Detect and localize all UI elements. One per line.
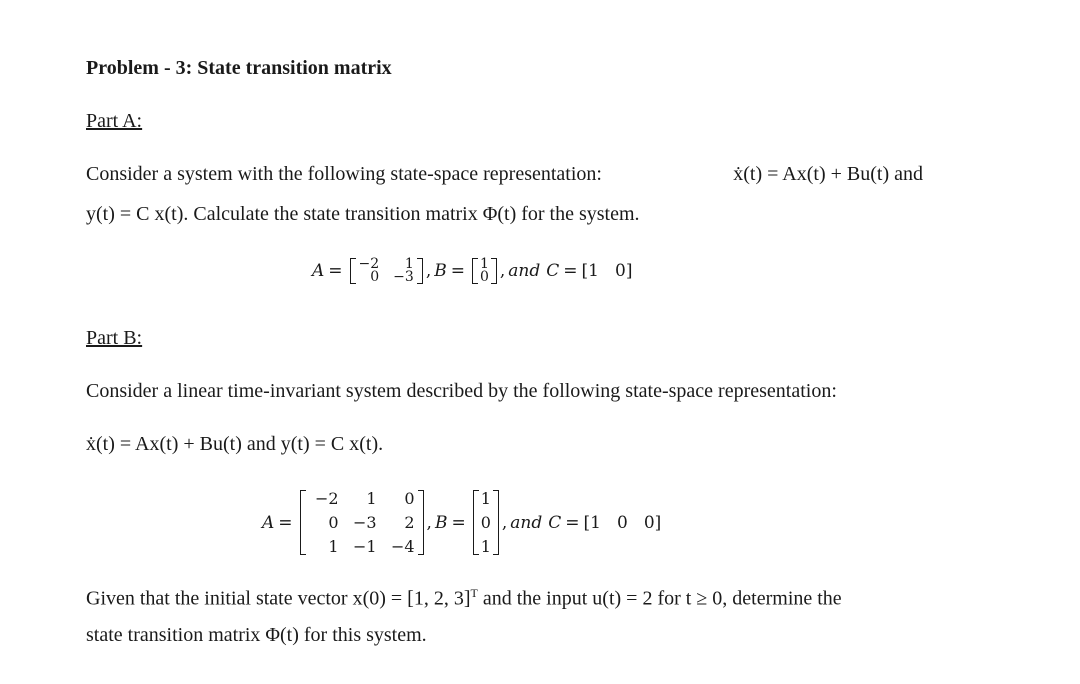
right-bracket — [417, 258, 423, 284]
transpose-superscript: T — [470, 586, 478, 600]
problem-title: Problem - 3: State transition matrix — [86, 57, 392, 79]
matrix-cell: 0 — [370, 269, 380, 285]
part-a-matrix-a — [350, 258, 423, 284]
part-b-text-line-3 — [86, 586, 842, 611]
part-a-equation — [312, 250, 632, 292]
part-b-text-line-1: Consider a linear time-invariant system described by the following state-space representation: — [86, 380, 837, 402]
right-bracket — [493, 490, 499, 555]
and-word: and — [508, 261, 541, 281]
part-a-text-line-1-a: Consider a system with the following state-space representation: — [86, 163, 602, 185]
part-b-vector-c: [1 0 0] — [583, 512, 662, 533]
part-a-text-line-1 — [86, 163, 923, 186]
vector-cell: 0 — [616, 512, 628, 533]
equals-sign: = — [563, 261, 578, 281]
part-b-c-symbol: C — [548, 512, 562, 533]
part-a-vector-c: [1 0] — [581, 261, 633, 281]
matrix-cell: −3 — [393, 269, 414, 285]
matrix-cell: 0 — [404, 489, 415, 508]
matrix-cell: −4 — [390, 537, 415, 556]
part-a-text-line-2: y(t) = C x(t). Calculate the state transition matrix Φ(t) for the system. — [86, 203, 640, 225]
part-a-text-line-1-b: ẋ(t) = Ax(t) + Bu(t) and — [733, 163, 923, 185]
part-b-vector-b — [473, 490, 499, 555]
comma: , — [499, 261, 506, 281]
matrix-cell: 0 — [328, 513, 339, 532]
right-bracket — [491, 258, 497, 284]
part-b-text-line-3-b: and the input u(t) = 2 for t ≥ 0, determine the — [477, 587, 842, 610]
matrix-cell: −3 — [352, 513, 377, 532]
matrix-cell: 1 — [328, 537, 339, 556]
part-a-vector-b — [472, 258, 497, 284]
right-bracket — [418, 490, 424, 555]
part-a-label: Part A: — [86, 110, 143, 132]
equals-sign: = — [565, 512, 580, 533]
vector-cell: 1 — [480, 537, 491, 556]
matrix-cell: 2 — [404, 513, 415, 532]
vector-cell: 1 — [479, 256, 489, 272]
comma: , — [501, 512, 508, 533]
part-b-matrix-a — [300, 490, 424, 555]
vector-cell: 1 — [590, 512, 601, 533]
part-a-c-symbol: C — [546, 261, 560, 281]
part-a-b-symbol: B — [434, 261, 447, 281]
matrix-cell: 1 — [404, 256, 414, 272]
vector-cell: 0 — [479, 269, 489, 285]
equals-sign: = — [278, 512, 293, 533]
equals-sign: = — [328, 261, 343, 281]
matrix-cell: −2 — [314, 489, 339, 508]
part-a-a-symbol: A — [312, 261, 325, 281]
vector-cell: 0 — [480, 513, 491, 532]
part-b-b-symbol: B — [434, 512, 448, 533]
and-word: and — [510, 512, 543, 533]
comma: , — [425, 261, 432, 281]
part-b-text-line-3-a: Given that the initial state vector x(0) = [1, 2, 3] — [86, 587, 471, 610]
equals-sign: = — [451, 512, 466, 533]
matrix-cell: −2 — [358, 256, 380, 272]
vector-cell: 0 — [615, 261, 626, 281]
equals-sign: = — [450, 261, 465, 281]
vector-cell: 1 — [588, 261, 599, 281]
comma: , — [426, 512, 432, 533]
matrix-cell: 1 — [366, 489, 377, 508]
part-b-label: Part B: — [86, 327, 143, 349]
vector-cell: 0 — [643, 512, 655, 533]
part-b-a-symbol: A — [262, 512, 275, 533]
part-b-text-line-4: state transition matrix Φ(t) for this system. — [86, 624, 427, 646]
part-b-equation — [262, 485, 661, 560]
matrix-cell: −1 — [352, 537, 377, 556]
part-b-text-line-2: ẋ(t) = Ax(t) + Bu(t) and y(t) = C x(t). — [86, 433, 384, 455]
vector-cell: 1 — [480, 489, 491, 508]
